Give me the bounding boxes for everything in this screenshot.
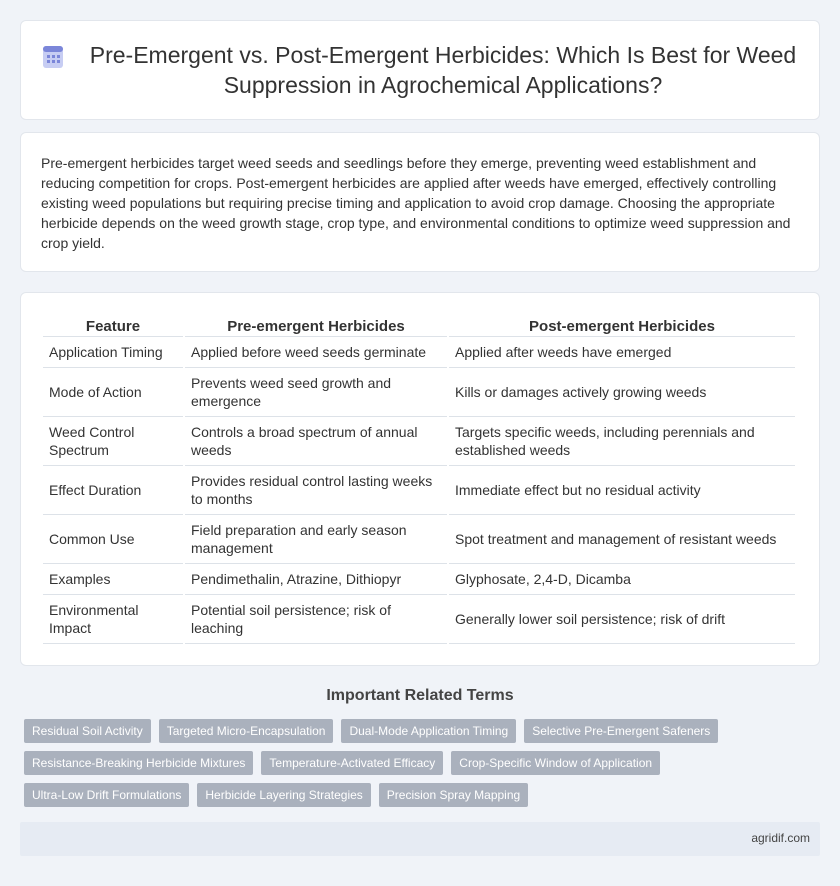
table-cell: Effect Duration [43,466,183,515]
footer-site-link[interactable]: agridif.com [751,831,810,845]
related-term-tag[interactable]: Dual-Mode Application Timing [341,719,516,743]
table-cell: Pendimethalin, Atrazine, Dithiopyr [185,564,447,595]
related-term-tag[interactable]: Resistance-Breaking Herbicide Mixtures [24,751,253,775]
intro-card [20,132,820,272]
related-term-tag[interactable]: Selective Pre-Emergent Safeners [524,719,718,743]
table-row [43,466,795,515]
table-row [43,337,795,368]
column-header-pre-emergent: Pre-emergent Herbicides [185,313,447,337]
table-cell: Prevents weed seed growth and emergence [185,368,447,417]
table-cell: Immediate effect but no residual activity [449,466,795,515]
column-header-post-emergent: Post-emergent Herbicides [449,313,795,337]
intro-paragraph: Pre-emergent herbicides target weed seeds and seedlings before they emerge, preventing weed establishment and reducing competition for crops. Post-emergent herbicides are applied after weeds have emerged, effectively controlling existing weed populations but requiring precise timing and application to avoid crop damage. Choosing the appropriate herbicide depends on the weed growth stage, crop type, and environmental conditions to optimize weed suppression and crop yield. [41,155,791,251]
table-cell: Applied before weed seeds germinate [185,337,447,368]
table-row [43,368,795,417]
table-cell: Examples [43,564,183,595]
document-icon [40,44,66,70]
table-row [43,564,795,595]
table-cell: Field preparation and early season management [185,515,447,564]
table-cell: Potential soil persistence; risk of leaching [185,595,447,644]
footer [20,822,820,856]
title-wrap [40,40,800,100]
table-row [43,417,795,466]
table-row [43,595,795,644]
table-row [43,515,795,564]
table-cell: Application Timing [43,337,183,368]
related-terms-list [24,719,814,807]
title-card [20,20,820,120]
comparison-table-card [20,292,820,666]
table-cell: Targets specific weeds, including perennials and established weeds [449,417,795,466]
table-cell: Glyphosate, 2,4-D, Dicamba [449,564,795,595]
table-cell: Spot treatment and management of resistant weeds [449,515,795,564]
related-term-tag[interactable]: Targeted Micro-Encapsulation [159,719,334,743]
table-cell: Environmental Impact [43,595,183,644]
related-term-tag[interactable]: Herbicide Layering Strategies [197,783,370,807]
table-cell: Provides residual control lasting weeks to months [185,466,447,515]
related-term-tag[interactable]: Residual Soil Activity [24,719,151,743]
related-term-tag[interactable]: Temperature-Activated Efficacy [261,751,443,775]
table-cell: Mode of Action [43,368,183,417]
table-cell: Kills or damages actively growing weeds [449,368,795,417]
comparison-table [41,313,797,644]
related-terms-heading: Important Related Terms [326,687,514,704]
related-term-tag[interactable]: Crop-Specific Window of Application [451,751,660,775]
table-header-row [43,313,795,337]
table-cell: Generally lower soil persistence; risk of drift [449,595,795,644]
related-term-tag[interactable]: Precision Spray Mapping [379,783,528,807]
column-header-feature: Feature [43,313,183,337]
page-title: Pre-Emergent vs. Post-Emergent Herbicides: Which Is Best for Weed Suppression in Agrochemical Applications? [89,42,797,98]
table-cell: Weed Control Spectrum [43,417,183,466]
related-term-tag[interactable]: Ultra-Low Drift Formulations [24,783,189,807]
table-cell: Applied after weeds have emerged [449,337,795,368]
table-cell: Common Use [43,515,183,564]
table-cell: Controls a broad spectrum of annual weeds [185,417,447,466]
